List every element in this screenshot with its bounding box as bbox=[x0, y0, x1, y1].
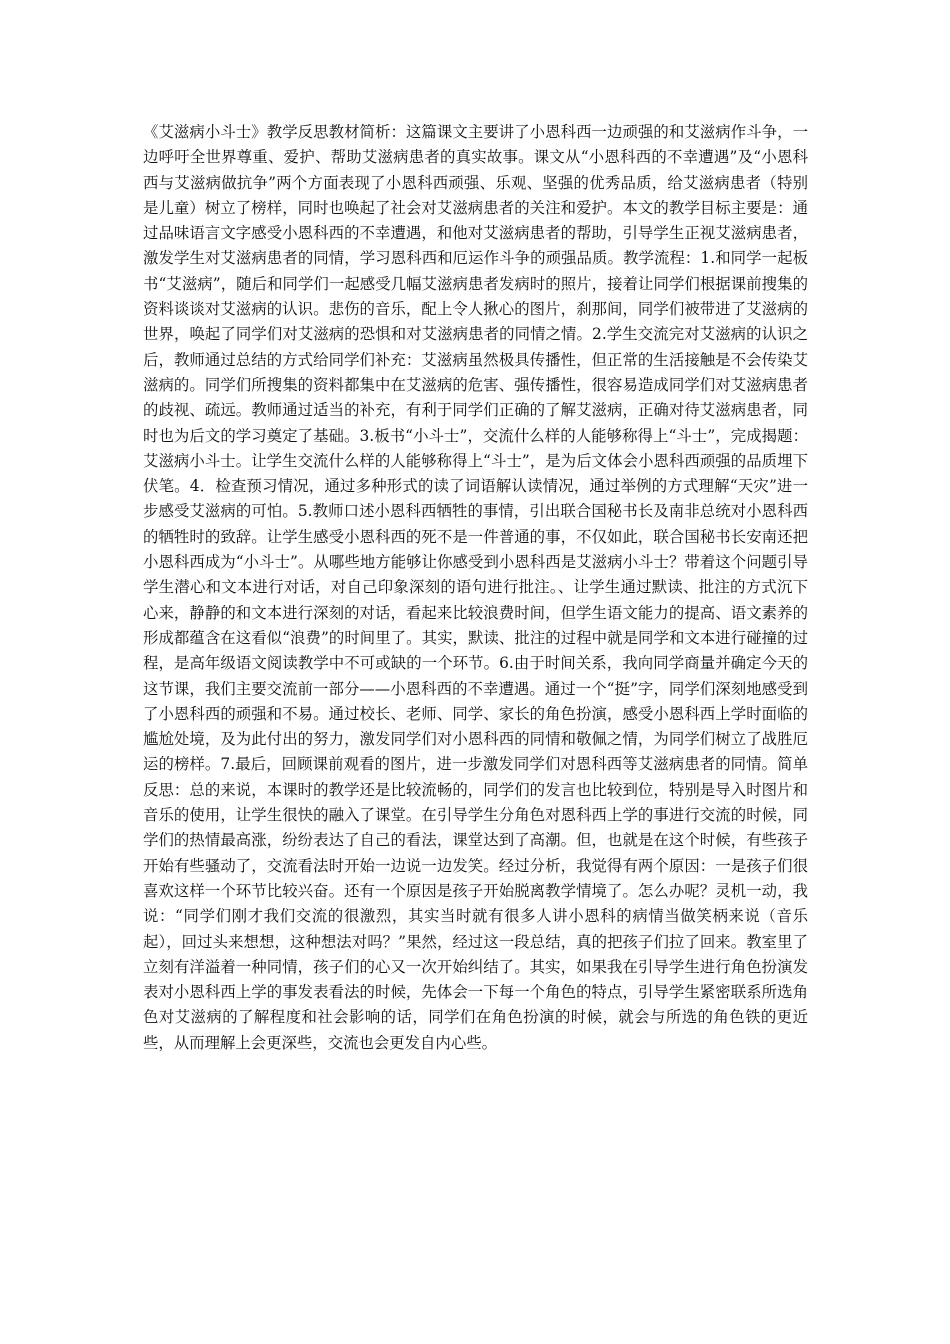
document-body-paragraph: 《艾滋病小斗士》教学反思教材简析：这篇课文主要讲了小恩科西一边顽强的和艾滋病作斗争，一边呼吁全世界尊重、爱护、帮助艾滋病患者的真实故事。课文从“小恩科西的不幸遭遇”及“小恩科西与艾滋病做抗争”两个方面表现了小恩科西顽强、乐观、坚强的优秀品质，给艾滋病患者（特别是儿童）树立了榜样，同时也唤起了社会对艾滋病患者的关注和爱护。本文的教学目标主要是：通过品味语言文字感受小恩科西的不幸遭遇，和他对艾滋病患者的帮助，引导学生正视艾滋病患者，激发学生对艾滋病患者的同情，学习恩科西和厄运作斗争的顽强品质。教学流程：1.和同学一起板书“艾滋病”，随后和同学们一起感受几幅艾滋病患者发病时的照片，接着让同学们根据课前搜集的资料谈谈对艾滋病的认识。悲伤的音乐，配上令人揪心的图片，刹那间，同学们被带进了艾滋病的世界，唤起了同学们对艾滋病的恐惧和对艾滋病患者的同情之情。2.学生交流完对艾滋病的认识之后，教师通过总结的方式给同学们补充：艾滋病虽然极具传播性，但正常的生活接触是不会传染艾滋病的。同学们所搜集的资料都集中在艾滋病的危害、强传播性，很容易造成同学们对艾滋病患者的歧视、疏远。教师通过适当的补充，有利于同学们正确的了解艾滋病，正确对待艾滋病患者，同时也为后文的学习奠定了基础。3.板书“小斗士”，交流什么样的人能够称得上“斗士”，完成揭题：艾滋病小斗士。让学生交流什么样的人能够称得上“斗士”，是为后文体会小恩科西顽强的品质埋下伏笔。4．检查预习情况，通过多种形式的读了词语解认读情况，通过举例的方式理解“天灾”进一步感受艾滋病的可怕。5.教师口述小恩科西牺牲的事情，引出联合国秘书长及南非总统对小恩科西的牺牲时的致辞。让学生感受小恩科西的死不是一件普通的事，不仅如此，联合国秘书长安南还把小恩科西成为“小斗士”。从哪些地方能够让你感受到小恩科西是艾滋病小斗士？带着这个问题引导学生潜心和文本进行对话，对自己印象深刻的语句进行批注。、让学生通过默读、批注的方式沉下心来，静静的和文本进行深刻的对话，看起来比较浪费时间，但学生语文能力的提高、语文素养的形成都蕴含在这看似“浪费”的时间里了。其实，默读、批注的过程中就是同学和文本进行碰撞的过程，是高年级语文阅读教学中不可或缺的一个环节。6.由于时间关系，我向同学商量并确定今天的这节课，我们主要交流前一部分——小恩科西的不幸遭遇。通过一个“挺”字，同学们深刻地感受到了小恩科西的顽强和不易。通过校长、老师、同学、家长的角色扮演，感受小恩科西上学时面临的尴尬处境，及为此付出的努力，激发同学们对小恩科西的同情和敬佩之情，为同学们树立了战胜厄运的榜样。7.最后，回顾课前观看的图片，进一步激发同学们对恩科西等艾滋病患者的同情。简单反思：总的来说，本课时的教学还是比较流畅的，同学们的发言也比较到位，特别是导入时图片和音乐的使用，让学生很快的融入了课堂。在引导学生分角色对恩科西上学的事进行交流的时候，同学们的热情最高涨，纷纷表达了自己的看法，课堂达到了高潮。但，也就是在这个时候，有些孩子开始有些骚动了，交流看法时开始一边说一边发笑。经过分析，我觉得有两个原因：一是孩子们很喜欢这样一个环节比较兴奋。还有一个原因是孩子开始脱离教学情境了。怎么办呢？灵机一动，我说：“同学们刚才我们交流的很激烈，其实当时就有很多人讲小恩科的病情当做笑柄来说（音乐起），回过头来想想，这种想法对吗？”果然，经过这一段总结，真的把孩子们拉了回来。教室里了立刻有洋溢着一种同情，孩子们的心又一次开始纠结了。其实，如果我在引导学生进行角色扮演发表对小恩科西上学的事发表看法的时候，先体会一下每一个角色的特点，引导学生紧密联系所选角色对艾滋病的了解程度和社会影响的话，同学们在角色扮演的时候，就会与所选的角色铁的更近些，从而理解上会更深些，交流也会更发自内心些。 bbox=[143, 123, 808, 1052]
